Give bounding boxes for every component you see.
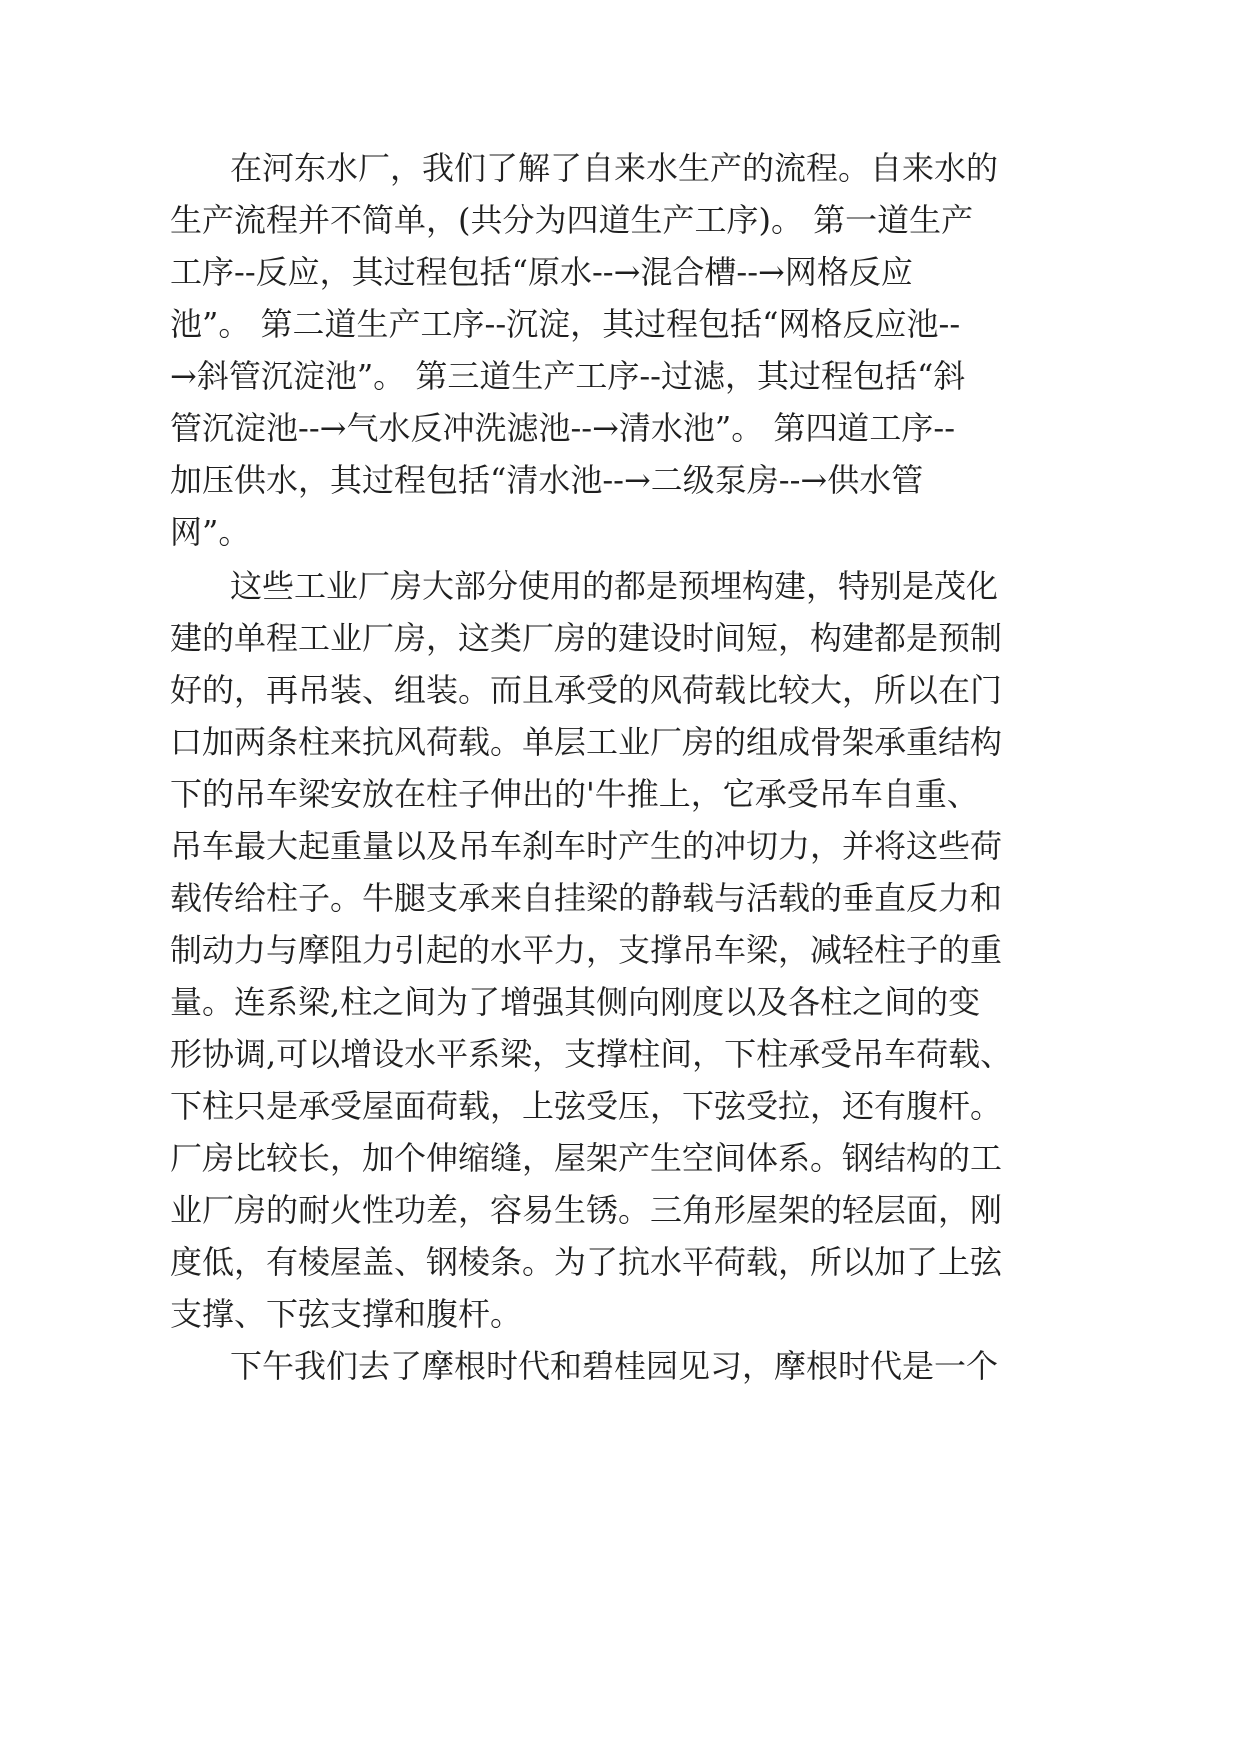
text-line: →斜管沉淀池”。 第三道生产工序--过滤，其过程包括“斜 <box>170 357 966 395</box>
text-line: 下午我们去了摩根时代和碧桂园见习，摩根时代是一个 <box>230 1347 999 1385</box>
text-line: 建的单程工业厂房，这类厂房的建设时间短，构建都是预制 <box>170 619 1003 657</box>
text-line: 支撑、下弦支撑和腹杆。 <box>170 1295 523 1333</box>
text-line: 吊车最大起重量以及吊车刹车时产生的冲切力，并将这些荷 <box>170 827 1003 865</box>
text-line: 口加两条柱来抗风荷载。单层工业厂房的组成骨架承重结构 <box>170 723 1003 761</box>
text-line: 这些工业厂房大部分使用的都是预埋构建，特别是茂化 <box>230 567 999 605</box>
text-line: 下柱只是承受屋面荷载，上弦受压，下弦受拉，还有腹杆。 <box>170 1087 1003 1125</box>
text-line: 网”。 <box>170 513 251 551</box>
text-line: 形协调,可以增设水平系梁，支撑柱间，下柱承受吊车荷载、 <box>170 1035 1013 1073</box>
text-line: 下的吊车梁安放在柱子伸出的'牛推上，它承受吊车自重、 <box>170 775 979 813</box>
text-line: 好的，再吊装、组装。而且承受的风荷载比较大，所以在门 <box>170 671 1003 709</box>
text-line: 量。连系梁,柱之间为了增强其侧向刚度以及各柱之间的变 <box>170 983 981 1021</box>
text-line: 工序--反应，其过程包括“原水--→混合槽--→网格反应 <box>170 253 913 291</box>
text-line: 度低，有棱屋盖、钢棱条。为了抗水平荷载，所以加了上弦 <box>170 1243 1003 1281</box>
text-line: 厂房比较长，加个伸缩缝，屋架产生空间体系。钢结构的工 <box>170 1139 1003 1177</box>
text-line: 业厂房的耐火性功差，容易生锈。三角形屋架的轻层面，刚 <box>170 1191 1003 1229</box>
text-line: 生产流程并不简单，(共分为四道生产工序)。 第一道生产 <box>170 201 974 239</box>
text-line: 管沉淀池--→气水反冲洗滤池--→清水池”。 第四道工序-- <box>170 409 956 447</box>
text-line: 加压供水，其过程包括“清水池--→二级泵房--→供水管 <box>170 461 924 499</box>
text-line: 在河东水厂，我们了解了自来水生产的流程。自来水的 <box>230 149 999 187</box>
text-line: 载传给柱子。牛腿支承来自挂梁的静载与活载的垂直反力和 <box>170 879 1003 917</box>
text-line: 制动力与摩阻力引起的水平力，支撑吊车梁，减轻柱子的重 <box>170 931 1003 969</box>
text-line: 池”。 第二道生产工序--沉淀，其过程包括“网格反应池-- <box>170 305 961 343</box>
